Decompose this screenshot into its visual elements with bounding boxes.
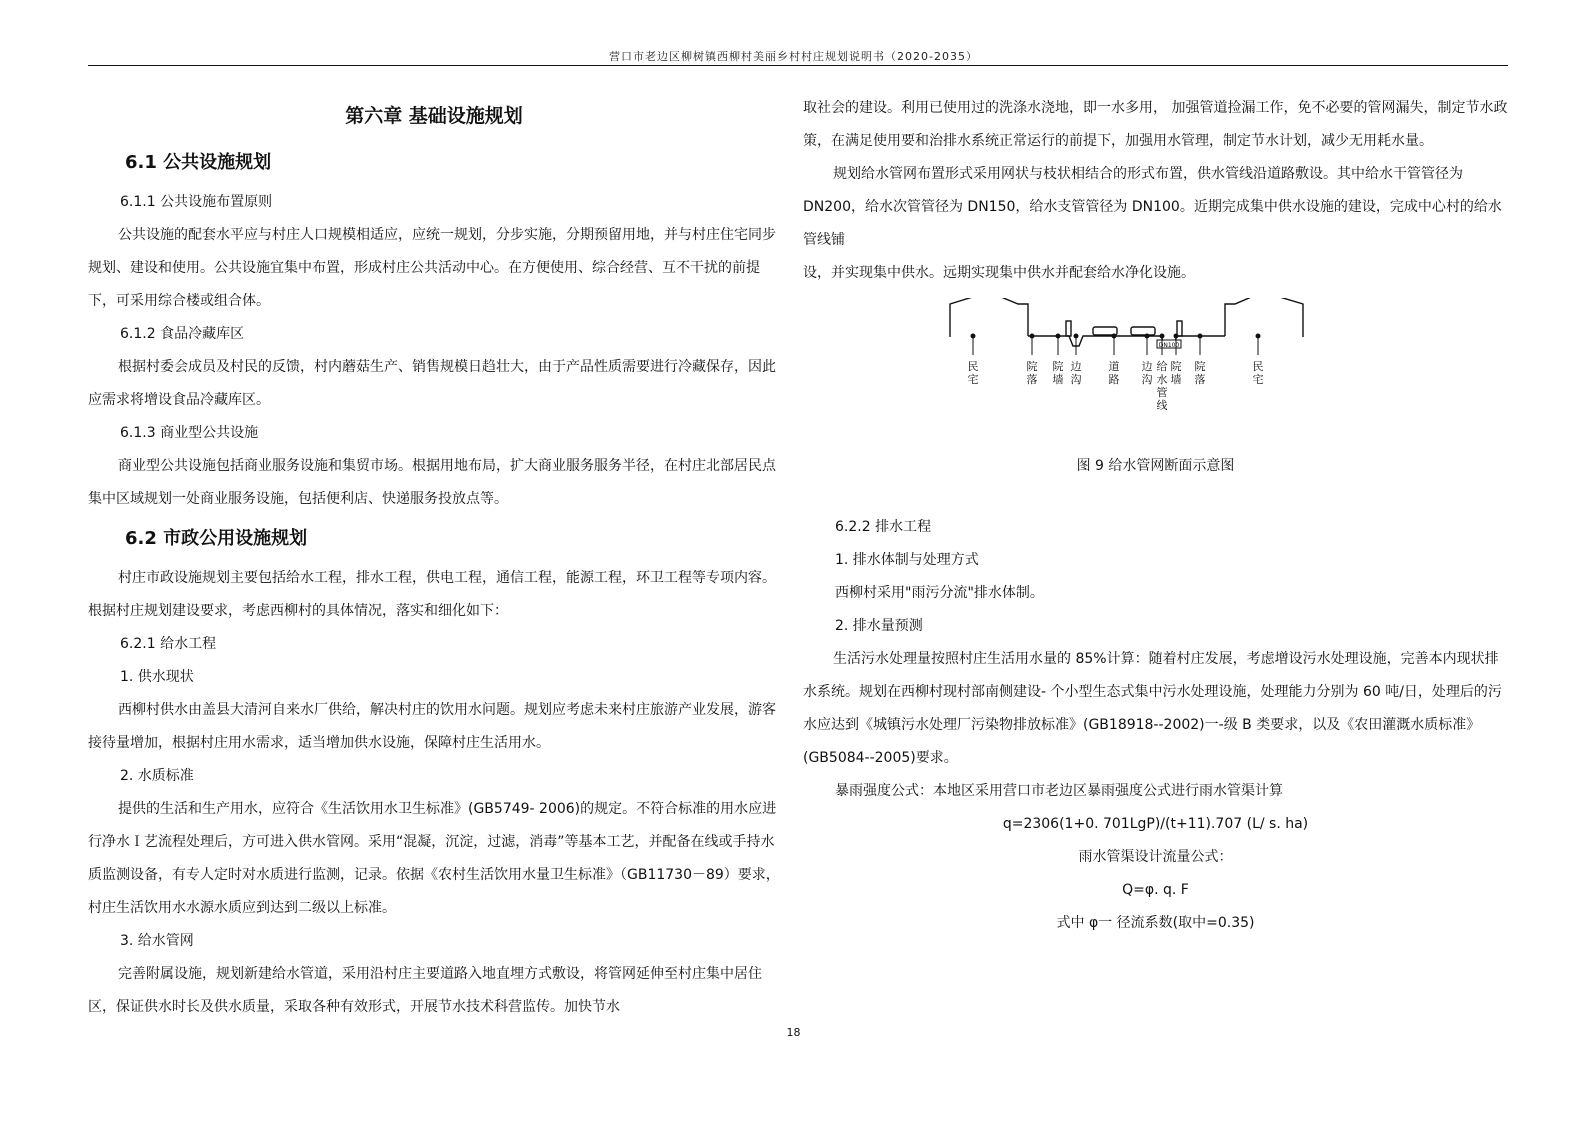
document-header-title: 营口市老边区柳树镇西柳村美丽乡村村庄规划说明书（2020-2035） — [609, 50, 978, 63]
section-6-1-2-title: 6.1.2 食品冷藏库区 — [120, 326, 245, 342]
figure-label: 院落 — [1194, 360, 1206, 386]
water-pipe-section-figure — [803, 298, 1508, 450]
water-network-text: 完善附属设施，规划新建给水管道，采用沿村庄主要道路入地直埋方式敷设，将管网延伸至村庄集中居住区，保证供水时长及供水质量，采取各种有效形式，开展节水技术科营监传。加快节水 — [88, 966, 762, 1015]
leader-dot — [1256, 334, 1260, 338]
left-house-outline — [950, 298, 1028, 337]
leader-dot — [1174, 334, 1178, 338]
continued-text: 取社会的建设。利用已使用过的洗涤水浇地，即一水多用， 加强管道捡漏工作，免不必要的管网漏失，制定节水政策，在满足使用要和治排水系统正常运行的前提下，加强用水管理，制定节水计划，减少无用耗水量。 — [803, 100, 1508, 149]
drainage-system-title: 1. 排水体制与处理方式 — [835, 552, 979, 568]
drainage-forecast-text: 生活污水处理量按照村庄生活用水量的 85%计算：随着村庄发展，考虑增设污水处理设施，完善本内现状排水系统。规划在西柳村现村部南侧建设- 个小型生态式集中污水处理设施，处理能力分别为 60 吨/日，处理后的污水应达到《城镇污水处理厂污染物排放标准》(GB18918--2002)一-级 B 类要求，以及《农田灌溉水质标准》(GB5084--2005)要求。 — [803, 651, 1502, 766]
leader-dot — [1145, 334, 1149, 338]
leader-lines — [971, 334, 1260, 355]
network-layout-text-2: 设，并实现集中供水。远期实现集中供水并配套给水净化设施。 — [803, 265, 1195, 281]
network-layout-text: 规划给水管网布置形式采用网状与枝状相结合的形式布置，供水管线沿道路敷设。其中给水干管管径为 DN200，给水次管管径为 DN150，给水支管管径为 DN100。近期完成集中供水设施的建设，完成中心村的给水管线铺 — [803, 166, 1502, 248]
section-6-2-1-title: 6.2.1 给水工程 — [120, 636, 217, 652]
leader-dot — [1074, 334, 1078, 338]
leader-dot — [1198, 334, 1202, 338]
section-6-1-2-text: 根据村委会成员及村民的反馈，村内蘑菇生产、销售规模日趋壮大，由于产品性质需要进行冷藏保存，因此应需求将增设食品冷藏库区。 — [88, 359, 776, 408]
figure-label: 边沟 — [1141, 360, 1153, 386]
drainage-forecast-title: 2. 排水量预测 — [835, 618, 923, 634]
page-number: 18 — [786, 1026, 801, 1039]
water-quality-title: 2. 水质标准 — [120, 768, 194, 784]
water-network-title: 3. 给水管网 — [120, 933, 194, 949]
section-6-2-2-title: 6.2.2 排水工程 — [835, 519, 932, 535]
leader-dot — [1160, 334, 1164, 338]
figure-label: 民宅 — [967, 360, 979, 386]
formula-note: 式中 φ一 径流系数(取中=0.35) — [1056, 915, 1255, 931]
figure-label: 院墙 — [1170, 360, 1182, 386]
figure-label: 给水管线 — [1156, 360, 1168, 412]
header-rule — [88, 65, 1508, 66]
drainage-system-text: 西柳村采用"雨污分流"排水体制。 — [835, 585, 1044, 601]
left-wall — [1066, 321, 1071, 336]
figure-label: 边沟 — [1070, 360, 1082, 386]
water-quality-text: 提供的生活和生产用水，应符合《生活饮用水卫生标准》(GB5749- 2006)的规定。不符合标准的用水应进行净水Ｉ艺流程处理后，方可进入供水管网。采用“混凝，沉淀，过滤，消毒”等基本工艺，并配备在线或手持水质监测设备，有专人定时对水质进行监测，记录。依据《农村生活饮用水量卫生标准》（GB11730－89）要求，村庄生活饮用水水源水质应到达到二级以上标准。 — [88, 801, 780, 916]
supply-status-title: 1. 供水现状 — [120, 669, 194, 685]
storm-formula: q=2306(1+0. 701LgP)/(t+11).707 (L/ s. ha) — [1002, 816, 1309, 832]
car-right — [1131, 327, 1155, 335]
flow-formula: Q=φ. q. F — [1122, 882, 1189, 898]
section-6-1-title: 6.1 公共设施规划 — [125, 152, 272, 173]
flow-formula-caption: 雨水管渠设计流量公式： — [1078, 849, 1233, 865]
section-6-2-text: 村庄市政设施规划主要包括给水工程，排水工程，供电工程，通信工程，能源工程，环卫工程等专项内容。根据村庄规划建设要求，考虑西柳村的具体情况，落实和细化如下： — [88, 570, 776, 619]
section-6-2-title: 6.2 市政公用设施规划 — [125, 528, 308, 549]
section-6-1-1-title: 6.1.1 公共设施布置原则 — [120, 194, 273, 210]
figure-label: 道路 — [1108, 360, 1120, 386]
chapter-title: 第六章 基础设施规划 — [345, 105, 523, 127]
storm-intensity-text: 暴雨强度公式：本地区采用营口市老边区暴雨强度公式进行雨水管渠计算 — [835, 783, 1283, 799]
left-column — [88, 92, 780, 1024]
pipe-label: DN100 — [1158, 342, 1180, 349]
leader-dot — [1112, 334, 1116, 338]
figure-label: 院墙 — [1052, 360, 1064, 386]
figure-label: 院落 — [1026, 360, 1038, 386]
right-house-outline — [1225, 298, 1303, 337]
figure-caption: 图 9 给水管网断面示意图 — [1076, 458, 1235, 474]
supply-status-text: 西柳村供水由盖县大清河自来水厂供给，解决村庄的饮用水问题。规划应考虑未来村庄旅游产业发展，游客接待量增加，根据村庄用水需求，适当增加供水设施，保障村庄生活用水。 — [88, 702, 776, 751]
right-column — [803, 92, 1508, 940]
right-wall — [1177, 321, 1182, 336]
section-6-1-3-text: 商业型公共设施包括商业服务设施和集贸市场。根据用地布局，扩大商业服务服务半径，在村庄北部居民点集中区域规划一处商业服务设施，包括便利店、快递服务投放点等。 — [88, 458, 776, 507]
leader-dot — [1056, 334, 1060, 338]
leader-dot — [1030, 334, 1034, 338]
section-6-1-3-title: 6.1.3 商业型公共设施 — [120, 425, 259, 441]
figure-label: 民宅 — [1252, 360, 1264, 386]
figure-labels — [968, 359, 1264, 412]
water-pipe-section-diagram — [933, 298, 1313, 448]
leader-dot — [971, 334, 975, 338]
section-6-1-1-text: 公共设施的配套水平应与村庄人口规模相适应，应统一规划，分步实施，分期预留用地，并与村庄住宅同步规划、建设和使用。公共设施宜集中布置，形成村庄公共活动中心。在方便使用、综合经营、互不干扰的前提下，可采用综合楼或组合体。 — [88, 227, 776, 309]
